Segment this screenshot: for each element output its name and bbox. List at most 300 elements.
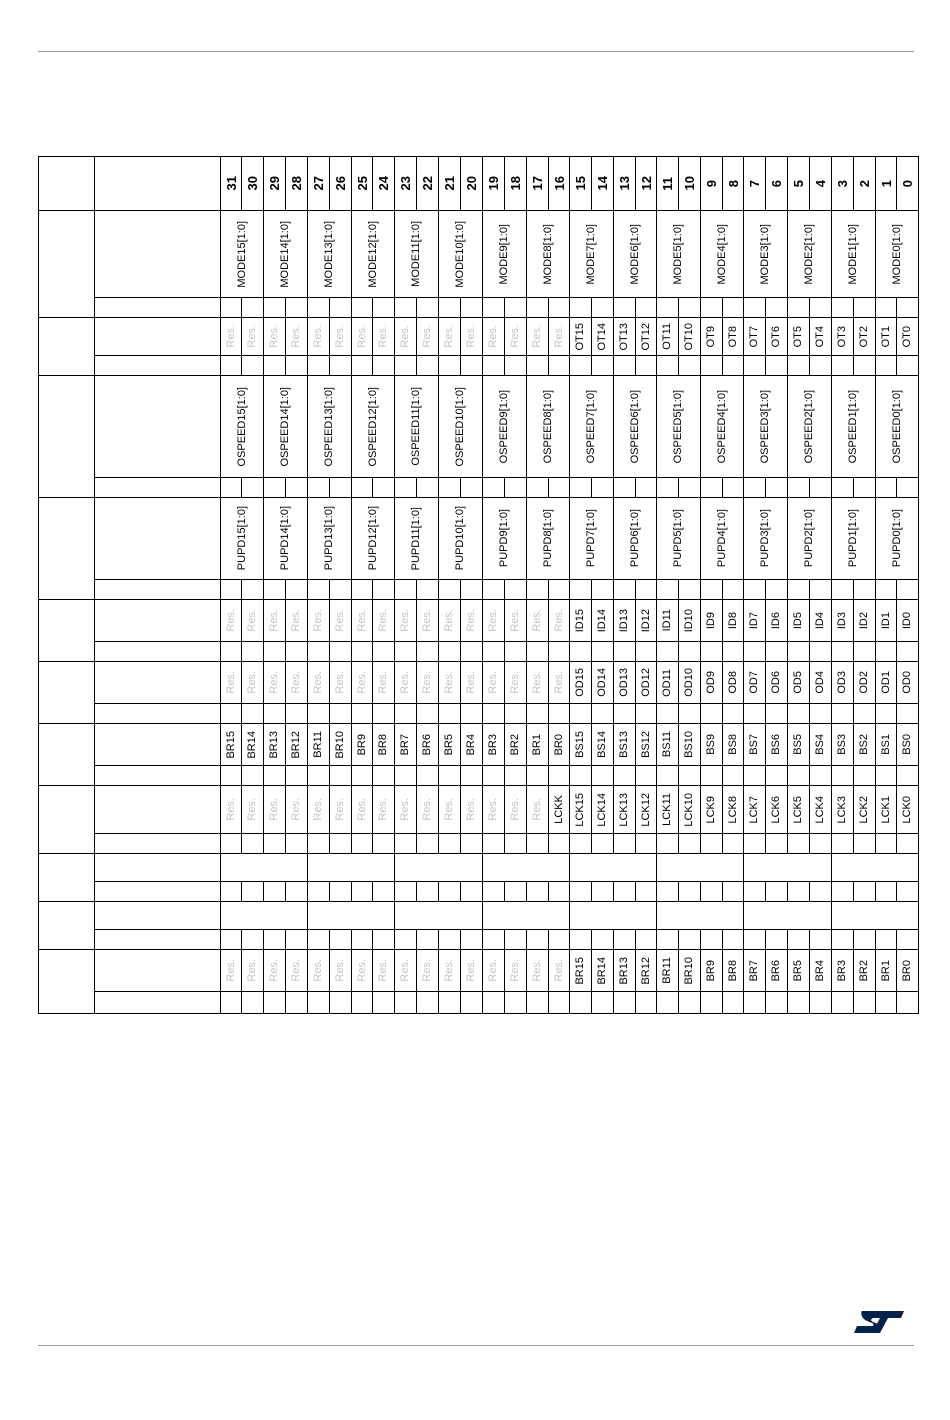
reset-value-cell	[483, 580, 505, 600]
bit-number-label: 29	[267, 176, 282, 191]
bitfield-label: ID10	[683, 608, 695, 633]
bit-number-label: 20	[464, 176, 479, 191]
reset-value-cell	[744, 930, 766, 950]
bitfield-cell	[876, 662, 897, 704]
reserved-label: Res.	[531, 671, 543, 694]
reserved-bit-cell	[395, 662, 417, 704]
reset-value-cell	[461, 834, 483, 854]
bitfield-cell	[701, 724, 723, 766]
reserved-label: Res.	[246, 798, 258, 821]
reset-value-cell	[527, 882, 549, 902]
reset-value-cell	[657, 704, 679, 724]
reserved-label: Res.	[465, 325, 477, 348]
bitfield-label: MODE10[1:0]	[454, 220, 466, 288]
bit-number	[614, 157, 636, 211]
reset-value-cell	[483, 992, 505, 1014]
bottom-rule	[38, 1345, 914, 1346]
bitfield-label: OD7	[748, 671, 760, 694]
bitfield-label: OSPEED9[1:0]	[498, 389, 510, 464]
bitfield-cell	[788, 376, 832, 478]
bitfield-label: PUPD3[1:0]	[759, 509, 771, 568]
reserved-label: Res.	[465, 798, 477, 821]
register-row	[39, 950, 919, 992]
bitfield-label: OT8	[726, 325, 739, 348]
bitfield-cell	[810, 600, 832, 642]
bitfield-label: PUPD13[1:0]	[323, 506, 335, 571]
bit-number	[461, 157, 483, 211]
bitfield-cell	[788, 950, 810, 992]
reset-value-cell	[308, 992, 330, 1014]
reset-value-row	[39, 580, 919, 600]
reset-value-cell	[810, 580, 832, 600]
reset-value-cell	[679, 642, 701, 662]
register-name-cell	[95, 211, 221, 298]
reserved-label: Res.	[268, 671, 280, 694]
reset-value-cell	[483, 478, 505, 498]
bitfield-cell	[527, 498, 570, 580]
reset-value-cell	[810, 930, 832, 950]
bitfield-cell	[549, 724, 570, 766]
reset-value-cell	[832, 580, 854, 600]
reset-value-cell	[527, 766, 549, 786]
bitfield-cell	[788, 786, 810, 834]
reserved-bit-cell	[221, 318, 242, 356]
reset-value-cell	[788, 580, 810, 600]
bitfield-cell	[527, 376, 570, 478]
bitfield-label: OSPEED12[1:0]	[366, 386, 379, 467]
reserved-bit-cell	[264, 786, 286, 834]
bitfield-cell	[766, 318, 788, 356]
reset-value-row	[39, 992, 919, 1014]
reserved-label: Res.	[421, 959, 433, 982]
reserved-bit-cell	[505, 662, 527, 704]
reset-value-cell	[701, 992, 723, 1014]
reset-value-cell	[897, 298, 919, 318]
reset-value-row	[39, 298, 919, 318]
reserved-bit-cell	[505, 600, 527, 642]
bit-number	[286, 157, 308, 211]
bit-number-label: 15	[573, 176, 588, 191]
reserved-label: Res.	[224, 609, 237, 632]
reset-label-cell	[95, 704, 221, 724]
bitfield-label: OT2	[858, 325, 870, 348]
reset-value-cell	[483, 704, 505, 724]
bitfield-cell	[701, 950, 723, 992]
bitfield-label: BR10	[334, 730, 346, 759]
empty-field-cell	[308, 902, 395, 930]
bitfield-label: BS8	[726, 734, 739, 755]
reset-value-cell	[570, 992, 592, 1014]
reserved-bit-cell	[461, 786, 483, 834]
reserved-bit-cell	[417, 786, 439, 834]
reset-value-cell	[373, 642, 395, 662]
bitfield-cell	[592, 600, 614, 642]
reset-value-cell	[286, 930, 308, 950]
reserved-bit-cell	[527, 600, 549, 642]
bitfield-cell	[614, 786, 636, 834]
reset-value-cell	[854, 766, 876, 786]
reserved-label: Res.	[399, 959, 411, 982]
reset-value-cell	[461, 992, 483, 1014]
bitfield-cell	[614, 662, 636, 704]
bitfield-cell	[876, 376, 919, 478]
reserved-label: Res.	[224, 325, 237, 348]
reset-value-cell	[527, 704, 549, 724]
reserved-bit-cell	[527, 662, 549, 704]
empty-field-cell	[744, 854, 832, 882]
reserved-bit-cell	[483, 786, 505, 834]
reserved-bit-cell	[286, 662, 308, 704]
bitfield-label: OD13	[618, 668, 630, 697]
reset-value-cell	[592, 478, 614, 498]
reserved-label: Res.	[443, 798, 455, 821]
bit-number	[373, 157, 395, 211]
reset-value-cell	[417, 642, 439, 662]
bitfield-cell	[723, 318, 744, 356]
reserved-bit-cell	[373, 600, 395, 642]
bitfield-label: OT13	[618, 322, 630, 351]
bitfield-cell	[744, 498, 788, 580]
bitfield-label: LCK11	[661, 793, 673, 826]
bitfield-label: OSPEED3[1:0]	[759, 389, 771, 464]
bitfield-label: MODE9[1:0]	[498, 223, 510, 285]
bitfield-label: BR3	[836, 959, 848, 982]
reset-value-cell	[221, 930, 242, 950]
bitfield-cell	[766, 662, 788, 704]
reserved-label: Res.	[224, 798, 237, 821]
offset-cell	[39, 498, 95, 600]
reset-value-cell	[592, 642, 614, 662]
reset-value-row	[39, 356, 919, 376]
reserved-label: Res.	[268, 959, 280, 982]
reserved-bit-cell	[330, 950, 352, 992]
reserved-bit-cell	[373, 318, 395, 356]
reset-value-row	[39, 704, 919, 724]
reset-value-cell	[483, 298, 505, 318]
bit-number-label: 13	[617, 176, 632, 191]
reset-value-cell	[592, 766, 614, 786]
bitfield-label: OT9	[705, 325, 717, 348]
bitfield-label: BR13	[268, 730, 280, 759]
reset-value-cell	[352, 580, 373, 600]
bitfield-label: OSPEED14[1:0]	[279, 386, 291, 467]
reset-value-cell	[744, 882, 766, 902]
bitfield-label: OSPEED5[1:0]	[672, 389, 684, 464]
reset-value-cell	[788, 834, 810, 854]
reset-value-cell	[876, 298, 897, 318]
bitfield-label: OSPEED0[1:0]	[890, 389, 903, 464]
reset-value-cell	[810, 704, 832, 724]
bitfield-cell	[897, 786, 919, 834]
reset-value-cell	[549, 766, 570, 786]
reset-value-cell	[854, 478, 876, 498]
reset-value-cell	[854, 704, 876, 724]
register-row	[39, 600, 919, 642]
bitfield-cell	[286, 724, 308, 766]
reserved-bit-cell	[242, 600, 264, 642]
reset-value-cell	[810, 298, 832, 318]
reset-value-cell	[352, 992, 373, 1014]
reset-value-cell	[286, 992, 308, 1014]
reset-value-cell	[614, 882, 636, 902]
reset-label-cell	[95, 642, 221, 662]
bitfield-cell	[395, 498, 439, 580]
register-name-cell	[95, 902, 221, 930]
bit-number-label: 8	[725, 179, 741, 188]
reserved-bit-cell	[549, 662, 570, 704]
reset-value-cell	[636, 766, 657, 786]
bitfield-cell	[854, 600, 876, 642]
reset-value-cell	[810, 478, 832, 498]
reset-label-cell	[95, 930, 221, 950]
reserved-bit-cell	[352, 662, 373, 704]
bitfield-cell	[352, 498, 395, 580]
bitfield-cell	[897, 950, 919, 992]
reset-value-cell	[854, 882, 876, 902]
bitfield-cell	[876, 724, 897, 766]
bitfield-label: BR9	[355, 733, 368, 756]
bitfield-label: LCK15	[574, 792, 586, 827]
reset-value-cell	[876, 930, 897, 950]
bitfield-cell	[439, 211, 483, 298]
bitfield-cell	[766, 786, 788, 834]
reset-value-cell	[788, 298, 810, 318]
offset-cell	[39, 786, 95, 854]
reset-value-cell	[461, 356, 483, 376]
reset-value-cell	[788, 478, 810, 498]
reserved-bit-cell	[417, 662, 439, 704]
reserved-label: Res.	[334, 798, 346, 821]
reset-value-cell	[417, 992, 439, 1014]
bitfield-cell	[744, 950, 766, 992]
bitfield-label: BR9	[705, 959, 717, 982]
bitfield-cell	[723, 950, 744, 992]
reset-value-cell	[636, 704, 657, 724]
bitfield-label: BR13	[618, 956, 630, 985]
reserved-bit-cell	[242, 318, 264, 356]
register-row	[39, 498, 919, 580]
reserved-bit-cell	[286, 786, 308, 834]
bitfield-cell	[723, 786, 744, 834]
reset-value-cell	[527, 356, 549, 376]
reserved-label: Res.	[377, 609, 389, 632]
reset-value-cell	[505, 704, 527, 724]
empty-field-cell	[308, 854, 395, 882]
bitfield-label: BR14	[596, 956, 608, 985]
reserved-bit-cell	[308, 786, 330, 834]
bitfield-label: BS13	[618, 731, 630, 758]
bitfield-label: BS4	[814, 734, 826, 755]
reset-value-cell	[897, 580, 919, 600]
bitfield-cell	[614, 724, 636, 766]
bitfield-label: BS14	[596, 731, 608, 758]
reset-value-cell	[701, 298, 723, 318]
reset-value-cell	[439, 298, 461, 318]
reset-value-cell	[897, 642, 919, 662]
reserved-label: Res.	[377, 959, 389, 982]
reset-value-cell	[788, 704, 810, 724]
empty-field-cell	[483, 854, 570, 882]
reserved-bit-cell	[483, 600, 505, 642]
reserved-bit-cell	[549, 950, 570, 992]
reset-value-cell	[592, 704, 614, 724]
reserved-bit-cell	[439, 786, 461, 834]
bitfield-cell	[264, 376, 308, 478]
empty-field-cell	[657, 902, 744, 930]
bitfield-label: OSPEED6[1:0]	[628, 389, 641, 464]
reserved-bit-cell	[352, 950, 373, 992]
bitfield-cell	[352, 211, 395, 298]
reset-value-cell	[679, 766, 701, 786]
reset-value-cell	[286, 882, 308, 902]
bitfield-label: OT15	[574, 322, 586, 351]
bitfield-label: BS0	[901, 734, 913, 755]
bitfield-label: OD5	[792, 671, 804, 694]
bitfield-cell	[636, 600, 657, 642]
reserved-label: Res.	[377, 798, 389, 821]
empty-field-cell	[483, 902, 570, 930]
reset-value-cell	[592, 298, 614, 318]
reset-value-cell	[330, 992, 352, 1014]
reset-value-cell	[657, 992, 679, 1014]
reset-value-cell	[264, 642, 286, 662]
bitfield-label: OD2	[858, 671, 870, 694]
reset-value-cell	[505, 882, 527, 902]
reset-value-cell	[549, 478, 570, 498]
bitfield-cell	[679, 600, 701, 642]
bitfield-label: BR2	[509, 733, 521, 756]
reserved-label: Res.	[487, 325, 499, 348]
reserved-label: Res.	[509, 325, 521, 348]
bitfield-label: LCK14	[596, 792, 608, 827]
reset-value-cell	[417, 882, 439, 902]
bitfield-cell	[657, 786, 679, 834]
reset-value-cell	[614, 356, 636, 376]
bitfield-label: BR5	[792, 959, 804, 982]
empty-field-cell	[832, 902, 919, 930]
reset-value-cell	[897, 834, 919, 854]
reset-value-cell	[832, 478, 854, 498]
bitfield-label: MODE8[1:0]	[541, 223, 554, 285]
reset-value-cell	[221, 882, 242, 902]
register-row	[39, 786, 919, 834]
register-row	[39, 724, 919, 766]
reset-value-cell	[832, 766, 854, 786]
register-name-cell	[95, 854, 221, 882]
bitfield-label: BR4	[814, 959, 826, 982]
bitfield-label: BR8	[377, 733, 389, 756]
bitfield-cell	[614, 950, 636, 992]
bitfield-cell	[744, 724, 766, 766]
bit-number-label: 1	[878, 179, 894, 188]
reset-value-cell	[264, 766, 286, 786]
reset-value-cell	[308, 882, 330, 902]
bitfield-cell	[766, 950, 788, 992]
reserved-label: Res.	[399, 671, 411, 694]
bitfield-label: BS3	[836, 734, 848, 755]
reserved-label: Res.	[465, 959, 477, 982]
bit-number	[723, 157, 744, 211]
reset-value-cell	[592, 930, 614, 950]
reset-value-cell	[636, 992, 657, 1014]
reserved-bit-cell	[483, 318, 505, 356]
reset-label-cell	[95, 356, 221, 376]
reset-value-cell	[766, 882, 788, 902]
reset-value-cell	[395, 642, 417, 662]
reset-value-cell	[876, 834, 897, 854]
reset-value-cell	[221, 642, 242, 662]
reset-label-cell	[95, 834, 221, 854]
bit-number	[788, 157, 810, 211]
bit-number	[636, 157, 657, 211]
bitfield-cell	[810, 724, 832, 766]
bitfield-label: BR5	[443, 733, 455, 756]
reset-value-cell	[308, 478, 330, 498]
bitfield-label: ID8	[726, 611, 739, 630]
bitfield-cell	[810, 950, 832, 992]
reset-value-row	[39, 642, 919, 662]
reserved-label: Res.	[487, 959, 499, 982]
bitfield-label: OT6	[770, 325, 782, 348]
reset-value-cell	[242, 992, 264, 1014]
bitfield-cell	[744, 211, 788, 298]
offset-cell	[39, 724, 95, 786]
bitfield-label: PUPD8[1:0]	[541, 509, 554, 568]
bitfield-label: PUPD9[1:0]	[498, 509, 510, 568]
reserved-bit-cell	[417, 950, 439, 992]
reset-value-cell	[701, 930, 723, 950]
bitfield-cell	[788, 211, 832, 298]
bitfield-label: BR10	[683, 956, 695, 985]
reserved-label: Res.	[268, 798, 280, 821]
reserved-label: Res.	[334, 959, 346, 982]
reserved-bit-cell	[286, 950, 308, 992]
reset-value-cell	[570, 478, 592, 498]
reset-value-cell	[679, 356, 701, 376]
reset-label-cell	[95, 992, 221, 1014]
bitfield-label: ID13	[618, 608, 630, 633]
reserved-bit-cell	[549, 318, 570, 356]
reset-value-cell	[723, 356, 744, 376]
reserved-bit-cell	[505, 950, 527, 992]
bitfield-cell	[636, 724, 657, 766]
reset-value-cell	[876, 882, 897, 902]
bitfield-label: BR2	[858, 959, 870, 982]
reserved-label: Res.	[377, 671, 389, 694]
bitfield-label: ID11	[661, 609, 673, 632]
bitfield-cell	[897, 600, 919, 642]
reserved-bit-cell	[330, 600, 352, 642]
reserved-label: Res.	[421, 609, 433, 632]
reset-value-cell	[614, 580, 636, 600]
reserved-bit-cell	[330, 662, 352, 704]
reset-value-cell	[352, 478, 373, 498]
reserved-label: Res.	[290, 671, 302, 694]
reserved-bit-cell	[264, 318, 286, 356]
bitfield-cell	[439, 724, 461, 766]
reset-value-cell	[308, 930, 330, 950]
bitfield-cell	[636, 950, 657, 992]
reset-value-cell	[897, 704, 919, 724]
bitfield-cell	[876, 498, 919, 580]
bitfield-label: MODE12[1:0]	[366, 220, 379, 288]
reset-value-cell	[330, 766, 352, 786]
reset-value-cell	[373, 992, 395, 1014]
reserved-bit-cell	[395, 318, 417, 356]
reset-value-cell	[701, 580, 723, 600]
reset-value-cell	[352, 930, 373, 950]
bitfield-cell	[570, 498, 614, 580]
